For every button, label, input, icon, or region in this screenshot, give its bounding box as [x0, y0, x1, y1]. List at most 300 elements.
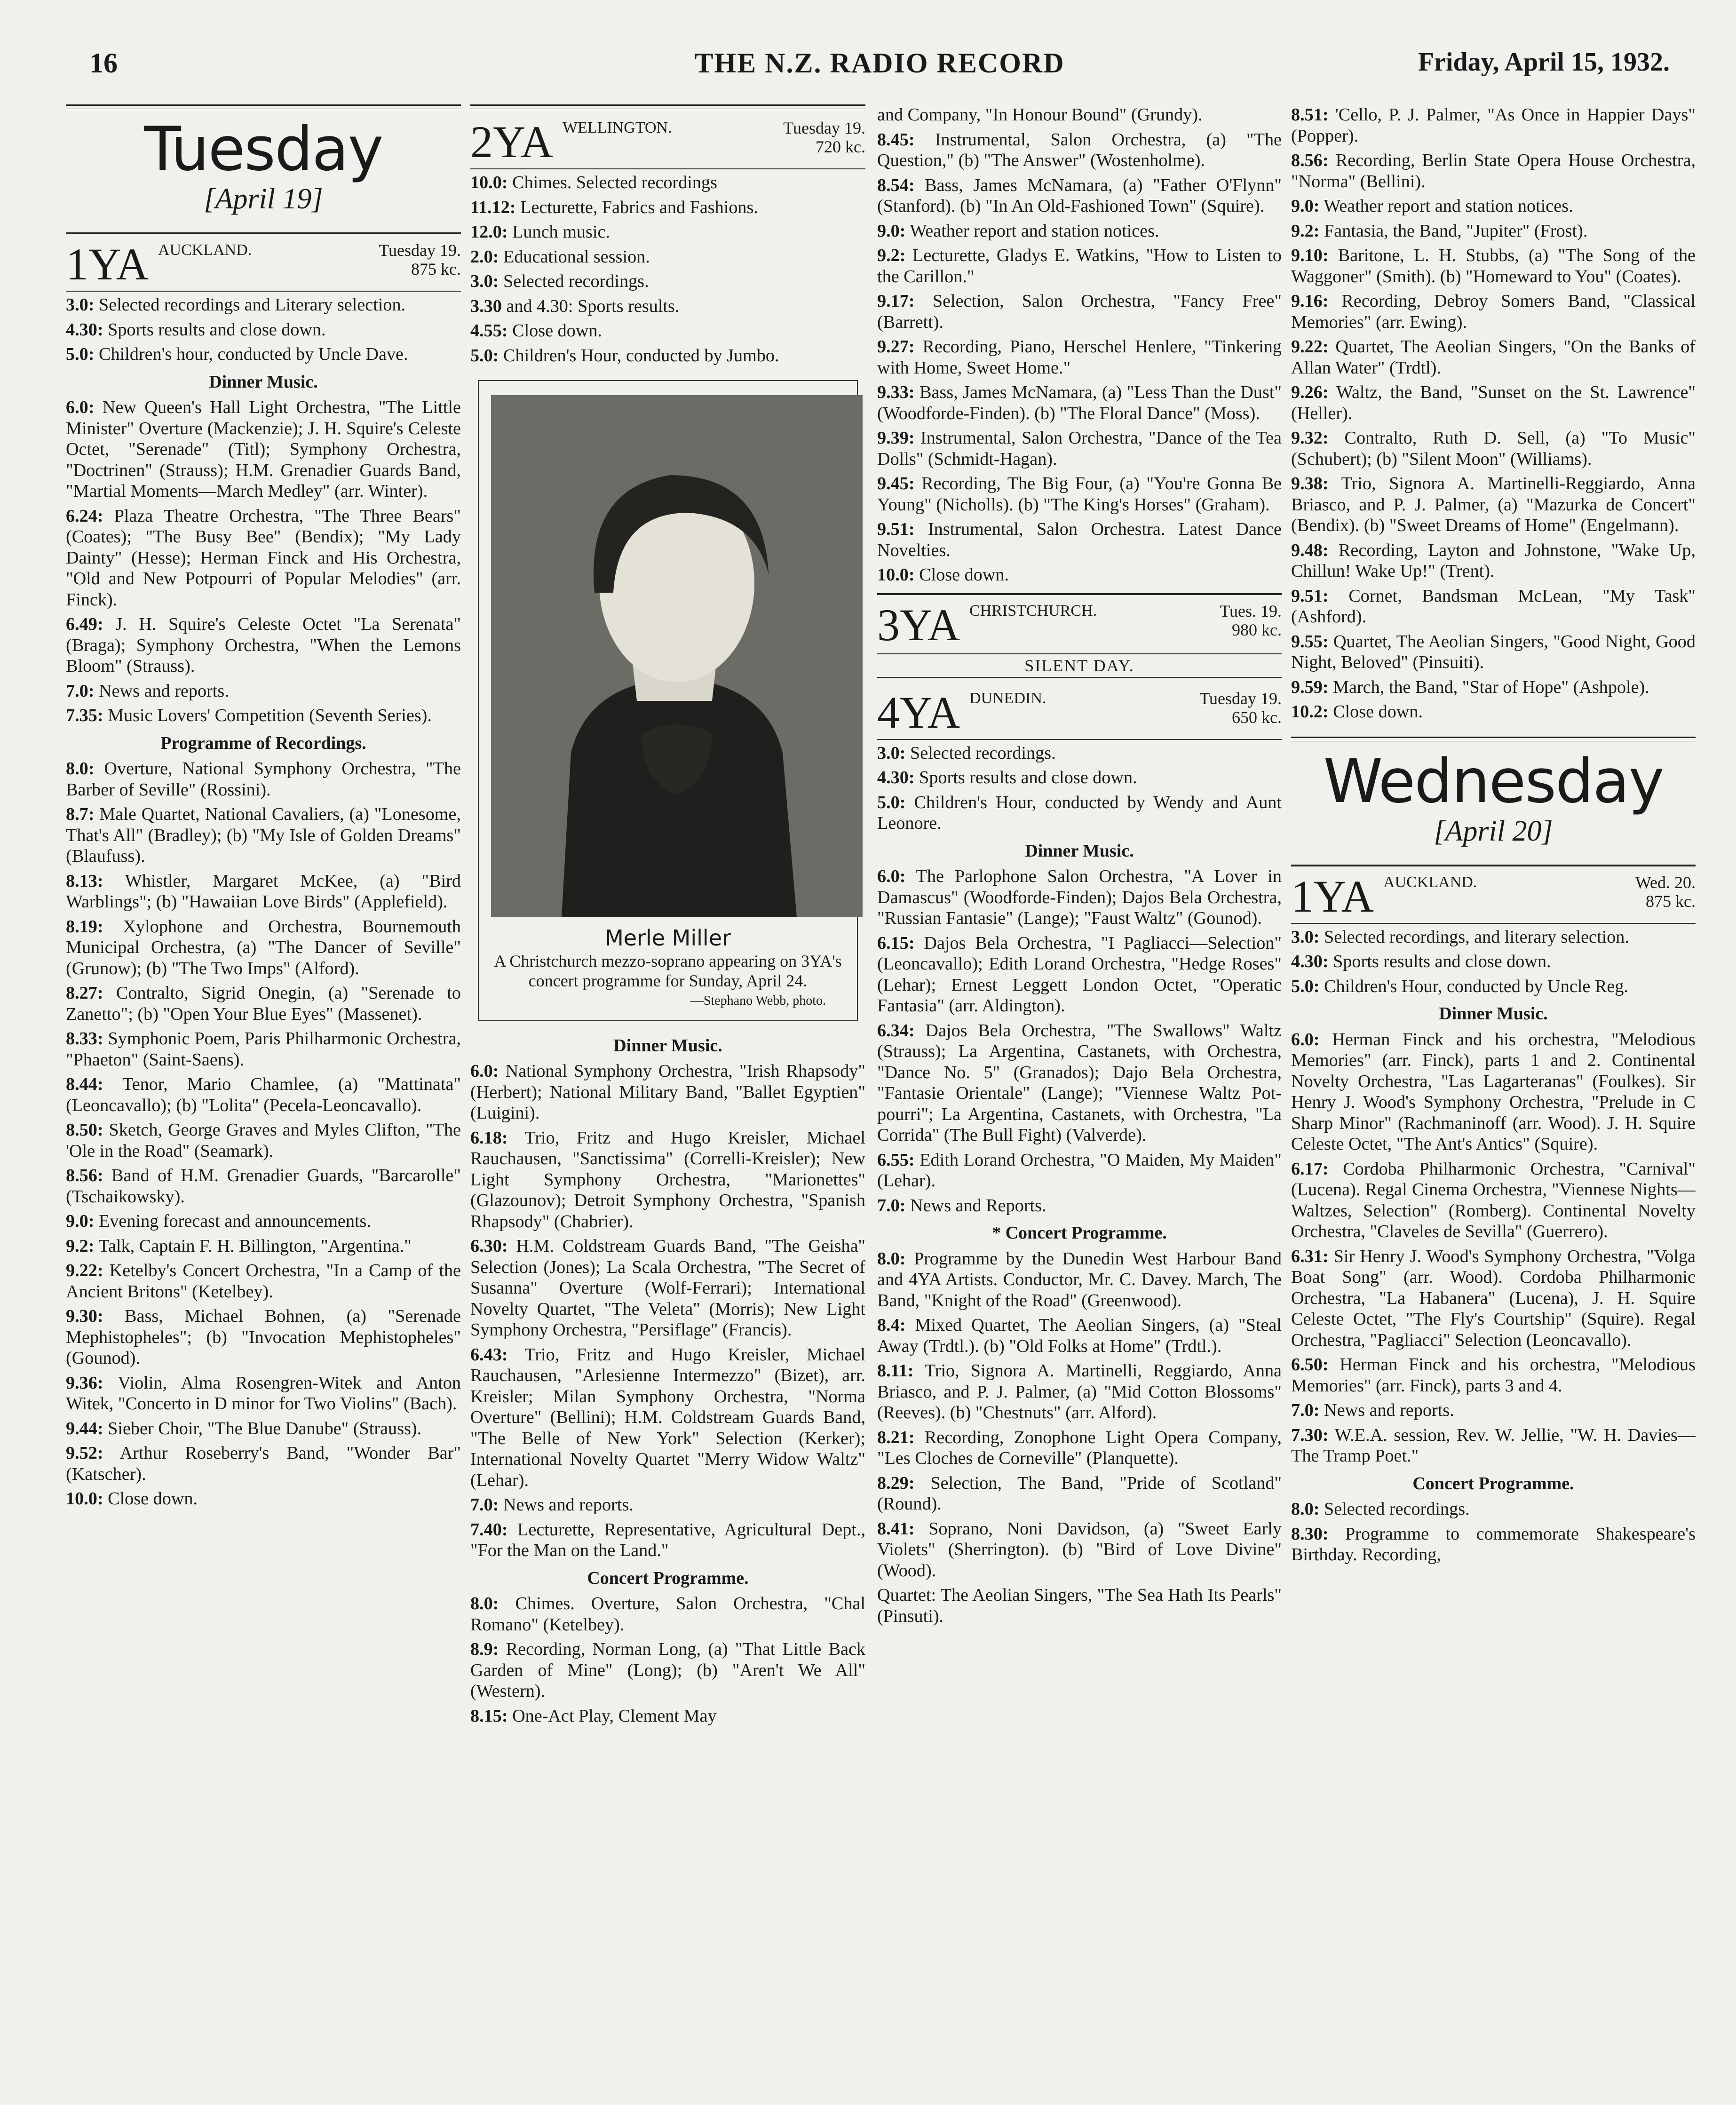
entry-time: 9.0:	[1291, 196, 1320, 216]
entry-text: Herman Finck and his orchestra, "Melodious Memories" (arr. Finck), parts 3 and 4.	[1291, 1355, 1696, 1396]
programme-entry	[470, 271, 865, 292]
programme-list	[1291, 104, 1696, 723]
entry-time: 8.27:	[66, 983, 103, 1003]
entry-time: 8.56:	[1291, 151, 1329, 170]
station-call: 1YA	[1291, 871, 1374, 920]
divider	[1291, 923, 1696, 924]
entry-text: Quartet, The Aeolian Singers, "On the Banks of Allan Water" (Trdtl).	[1291, 337, 1696, 378]
programme-entry	[470, 1128, 865, 1232]
entry-time: 11.12:	[470, 197, 516, 217]
programme-entry	[66, 294, 461, 316]
programme-entry	[66, 1373, 461, 1414]
entry-text: Instrumental, Salon Orchestra, (a) "The Question," (b) "The Answer" (Wostenholme).	[877, 129, 1282, 170]
entry-time: 9.17:	[877, 291, 915, 311]
station-call: 3YA	[877, 599, 960, 649]
programme-entry	[1291, 1246, 1696, 1351]
station-call: 4YA	[877, 687, 960, 736]
programme-entry	[877, 428, 1282, 469]
entry-text: Dajos Bela Orchestra, "The Swallows" Waltz (Strauss); La Argentina, Castanets, with Orchestra, "Dance No. 5" (Granados); Dajo Bela Orchestra, "Fantasie Orientale" (Lange); "Viennese Waltz Pot-pourri"; La Argentina, Castanets, with Orchestra, "La Corrida" (The Bull Fight) (Valverde).	[877, 1020, 1282, 1145]
entry-time: 9.16:	[1291, 291, 1329, 311]
programme-entry	[1291, 150, 1696, 192]
entry-text: Tenor, Mario Chamlee, (a) "Mattinata" (Leoncavallo); (b) "Lolita" (Pecela-Leoncavallo).	[66, 1074, 461, 1115]
programme-entry	[66, 319, 461, 341]
programme-entry	[470, 1519, 865, 1561]
programme-list	[470, 172, 865, 366]
programme-entry	[470, 296, 865, 317]
programme-entry	[470, 1706, 865, 1727]
section-heading: Programme of Recordings.	[160, 733, 366, 753]
entry-text: Music Lovers' Competition (Seventh Series).	[108, 706, 432, 725]
entry-text: Chimes. Selected recordings	[512, 173, 717, 192]
programme-entry	[470, 222, 865, 243]
entry-time: 8.15:	[470, 1706, 508, 1726]
programme-entry	[1291, 291, 1696, 333]
entry-text: Bass, Michael Bohnen, (a) "Serenade Mephistopheles"; (b) "Invocation Mephistopheles" (Gounod).	[66, 1306, 461, 1368]
programme-entry	[1291, 540, 1696, 582]
entry-time: 8.11:	[877, 1361, 914, 1381]
entry-time: 8.30:	[1291, 1524, 1329, 1544]
entry-text: New Queen's Hall Light Orchestra, "The Little Minister" Overture (Mackenzie); J. H. Squire's Celeste Octet, "Serenade" (Titl); Symphony Orchestra, "Doctrinen" (Strauss); H.M. Grenadier Guards Band, "Martial Moments—March Medley" (arr. Winter).	[66, 397, 461, 501]
entry-time: 10.2:	[1291, 702, 1329, 722]
entry-text: Close down.	[512, 321, 602, 341]
entry-text: Chimes. Overture, Salon Orchestra, "Chal Romano" (Ketelbey).	[470, 1594, 865, 1635]
station-city: AUCKLAND.	[158, 241, 252, 259]
entry-time: 9.52:	[66, 1443, 103, 1463]
day-heading-wednesday	[1291, 744, 1696, 857]
day-name: Wednesday	[1323, 746, 1664, 817]
entry-text: News and reports.	[99, 681, 229, 701]
entry-text: Xylophone and Orchestra, Bournemouth Municipal Orchestra, (a) "The Dancer of Seville" (Grunow); (b) "The Two Imps" (Alford).	[66, 916, 461, 978]
entry-text: Quartet: The Aeolian Singers, "The Sea Hath Its Pearls" (Pinsuti).	[877, 1585, 1282, 1626]
entry-text: Programme to commemorate Shakespeare's Birthday. Recording,	[1291, 1524, 1696, 1565]
programme-entry	[877, 473, 1282, 515]
entry-text: Plaza Theatre Orchestra, "The Three Bears" (Coates); "The Busy Bee" (Bendix); "My Lady Dainty" (Hesse); Herman Finck and His Orchestra, "Old and New Potpourri of Popular Melodies" (arr. Finck).	[66, 506, 461, 610]
programme-entry	[66, 681, 461, 702]
entry-time: 7.0:	[470, 1495, 499, 1515]
entry-text: Baritone, L. H. Stubbs, (a) "The Song of the Waggoner" (Smith). (b) "Homeward to You" (Coates).	[1291, 246, 1696, 286]
entry-text: Fantasia, the Band, "Jupiter" (Frost).	[1324, 221, 1588, 241]
entry-text: Sketch, George Graves and Myles Clifton, "The 'Ole in the Road" (Seamark).	[66, 1120, 461, 1161]
programme-entry	[1291, 1499, 1696, 1520]
entry-time: 9.45:	[877, 474, 915, 493]
programme-entry	[877, 245, 1282, 287]
entry-time: 9.55:	[1291, 631, 1329, 651]
station-day: Wed. 20.	[1635, 873, 1696, 892]
entry-text: The Parlophone Salon Orchestra, "A Lover in Damascus" (Woodforde-Finden); Dajos Bela Orchestra, "Russian Fantasie" (Lange); "Faust Waltz" (Gounod).	[877, 866, 1282, 928]
entry-text: News and reports.	[1324, 1400, 1454, 1420]
station-city: WELLINGTON.	[563, 119, 672, 136]
entry-time: 8.50:	[66, 1120, 103, 1140]
entry-text: Selected recordings.	[910, 743, 1056, 763]
programme-entry	[66, 1260, 461, 1302]
entry-text: Trio, Fritz and Hugo Kreisler, Michael Rauchausen, "Arlesienne Intermezzo" (Bizet), arr. Kreisler; Milan Symphony Orchestra, "Norma Overture" (Bellini); H.M. Coldstream Guards Band, "The Belle of New York" Selection (Kerker); International Novelty Quartet "Merry Widow Waltz" (Lehar).	[470, 1344, 865, 1490]
programme-entry	[470, 320, 865, 342]
programme-entry	[1291, 473, 1696, 536]
programme-entry	[877, 1360, 1282, 1423]
entry-time: 8.21:	[877, 1427, 915, 1447]
programme-entry	[877, 1150, 1282, 1192]
section-heading: Concert Programme.	[1412, 1473, 1574, 1493]
column-3	[877, 104, 1282, 2049]
day-heading-tuesday	[66, 112, 461, 225]
programme-entry	[66, 1165, 461, 1207]
entry-text: Programme by the Dunedin West Harbour Band and 4YA Artists. Conductor, Mr. C. Davey. March, The Band, "Knight of the Road" (Greenwood).	[877, 1248, 1282, 1311]
entry-text: Trio, Fritz and Hugo Kreisler, Michael Rauchausen, "Sanctissima" (Correlli-Kreisler); New Light Symphony Orchestra, "Marionettes" (Glazounov); Detroit Symphony Orchestra, "Spanish Rhapsody" (Chabrier).	[470, 1128, 865, 1231]
programme-entry	[877, 1473, 1282, 1515]
entry-time: 9.2:	[877, 246, 906, 265]
entry-time: 5.0:	[470, 345, 499, 365]
entry-text: Contralto, Sigrid Onegin, (a) "Serenade to Zanetto"; (b) "Open Your Blue Eyes" (Massenet).	[66, 983, 461, 1024]
entry-time: 8.33:	[66, 1029, 103, 1049]
programme-entry	[877, 743, 1282, 764]
programme-entry	[877, 336, 1282, 378]
entry-time: 7.30:	[1291, 1425, 1329, 1445]
programme-entry	[66, 1418, 461, 1439]
portrait-photo-box	[478, 380, 858, 1021]
station-day: Tuesday 19.	[379, 241, 461, 260]
station-day: Tuesday 19.	[1199, 689, 1282, 708]
column-2	[470, 104, 865, 2049]
station-frequency: 720 kc.	[816, 137, 865, 156]
entry-time: 9.39:	[877, 428, 915, 448]
entry-text: Soprano, Noni Davidson, (a) "Sweet Early Violets" (Sherrington). (b) "Bird of Love Divine" (Wood).	[877, 1518, 1282, 1581]
programme-entry	[877, 1248, 1282, 1311]
entry-time: 9.30:	[66, 1306, 103, 1326]
entry-text: H.M. Coldstream Guards Band, "The Geisha" Selection (Jones); La Scala Orchestra, "The Secret of Susanna" Overture (Wolf-Ferrari); International Novelty Quartet, "The Veleta" (Morris); New Light Symphony Orchestra, "Persiflage" (Francis).	[470, 1236, 865, 1340]
programme-entry	[1291, 1425, 1696, 1467]
entry-time: 8.0:	[470, 1594, 499, 1613]
entry-text: Educational session.	[503, 246, 650, 267]
entry-time: 9.59:	[1291, 677, 1329, 697]
programme-entry	[1291, 976, 1696, 997]
programme-list	[66, 397, 461, 726]
programme-entry	[877, 792, 1282, 834]
photo-caption: A Christchurch mezzo-soprano appearing on 3YA's concert programme for Sunday, April 24.	[494, 952, 842, 990]
entry-text: Herman Finck and his orchestra, "Melodious Memories" (arr. Finck), parts 1 and 2. Continental Novelty Orchestra, "Las Lagarteranas" (Foulkes). Sir Henry J. Wood's Symphony Orchestra, "Prelude in C Sharp Minor" (Rachmaninoff (arr. Wood). J. H. Squire Celeste Octet, "The Ant's Antics" (Squire).	[1291, 1029, 1696, 1154]
programme-entry	[1291, 245, 1696, 287]
entry-time: 6.0:	[66, 397, 95, 417]
entry-text: Ketelby's Concert Orchestra, "In a Camp of the Ancient Britons" (Ketelbey).	[66, 1261, 461, 1302]
programme-entry	[66, 614, 461, 677]
programme-entry	[66, 506, 461, 611]
programme-entry	[877, 1585, 1282, 1627]
programme-entry	[66, 1236, 461, 1257]
programme-entry	[1291, 701, 1696, 723]
entry-text: Children's Hour, conducted by Jumbo.	[503, 345, 779, 365]
station-header-4ya-tue	[877, 683, 1282, 736]
entry-text: Overture, National Symphony Orchestra, "The Barber of Seville" (Rossini).	[66, 759, 461, 800]
entry-text: Close down.	[919, 565, 1009, 585]
station-city: CHRISTCHURCH.	[969, 602, 1097, 620]
entry-time: 8.41:	[877, 1518, 915, 1539]
day-date: [April 20]	[1434, 815, 1553, 847]
entry-time: 9.2:	[66, 1236, 95, 1256]
entry-text: and Company, "In Honour Bound" (Grundy).	[877, 105, 1203, 125]
programme-entry	[1291, 1354, 1696, 1396]
entry-time: 6.55:	[877, 1150, 915, 1170]
entry-time: 7.35:	[66, 706, 103, 725]
entry-text: Whistler, Margaret McKee, (a) "Bird Warblings"; (b) "Hawaiian Love Birds" (Applefield).	[66, 871, 461, 912]
programme-list	[877, 866, 1282, 1216]
programme-list	[1291, 1499, 1696, 1565]
programme-entry	[877, 767, 1282, 788]
entry-time: 8.7:	[66, 804, 95, 824]
programme-entry	[877, 175, 1282, 217]
entry-text: One-Act Play, Clement May	[512, 1706, 717, 1726]
entry-text: Weather report and station notices.	[910, 221, 1159, 241]
section-heading: Dinner Music.	[209, 372, 318, 392]
entry-text: Band of H.M. Grenadier Guards, "Barcarolle" (Tschaikowsky).	[66, 1166, 461, 1207]
programme-entry	[66, 1443, 461, 1485]
entry-text: Violin, Alma Rosengren-Witek and Anton Witek, "Concerto in D minor for Two Violins" (Bach).	[66, 1373, 461, 1414]
programme-list	[1291, 1029, 1696, 1467]
entry-time: 6.18:	[470, 1128, 508, 1148]
entry-text: Recording, Layton and Johnstone, "Wake Up, Chillun! Wake Up!" (Trent).	[1291, 540, 1696, 581]
programme-list	[877, 1248, 1282, 1627]
day-name: Tuesday	[144, 114, 383, 184]
entry-time: 9.36:	[66, 1373, 103, 1393]
entry-time: 8.4:	[877, 1315, 906, 1335]
programme-entry	[1291, 221, 1696, 242]
entry-time: 3.0:	[66, 295, 95, 315]
programme-entry	[470, 197, 865, 218]
entry-text: Selected recordings and Literary selection.	[99, 295, 406, 315]
entry-text: Instrumental, Salon Orchestra. Latest Dance Novelties.	[877, 519, 1282, 560]
entry-text: Selection, Salon Orchestra, "Fancy Free" (Barrett).	[877, 291, 1282, 332]
entry-time: 6.34:	[877, 1020, 915, 1041]
entry-time: 6.30:	[470, 1236, 508, 1256]
entry-text: Bass, James McNamara, (a) "Less Than the Dust" (Woodforde-Finden). (b) "The Floral Dance" (Moss).	[877, 382, 1282, 423]
programme-entry	[470, 1344, 865, 1491]
programme-entry	[1291, 104, 1696, 146]
programme-entry	[66, 1120, 461, 1161]
programme-entry	[470, 1593, 865, 1635]
entry-text: Talk, Captain F. H. Billington, "Argentina."	[98, 1236, 412, 1256]
entry-time: 5.0:	[66, 344, 95, 364]
entry-text: Trio, Signora A. Martinelli-Reggiardo, Anna Briasco, and P. J. Palmer, (a) "Mazurka de Concert" (Bendix). (b) "Sweet Dreams of Home" (Engelmann).	[1291, 474, 1696, 535]
entry-text: J. H. Squire's Celeste Octet "La Serenata" (Braga); Symphony Orchestra, "When the Lemons Bloom" (Strauss).	[66, 614, 461, 676]
programme-entry	[470, 1236, 865, 1341]
programme-entry	[1291, 951, 1696, 972]
entry-text: Symphonic Poem, Paris Philharmonic Orchestra, "Phaeton" (Saint-Saens).	[66, 1029, 461, 1070]
programme-entry	[66, 344, 461, 365]
programme-entry	[1291, 1400, 1696, 1421]
entry-time: 9.27:	[877, 337, 915, 357]
programme-list	[1291, 927, 1696, 997]
station-header-1ya-wed	[1291, 865, 1696, 920]
programme-entry	[66, 1211, 461, 1232]
entry-time: 6.49:	[66, 614, 103, 634]
day-rule	[1291, 737, 1696, 741]
entry-text: Selected recordings.	[503, 271, 649, 291]
issue-date: Friday, April 15, 1932.	[1418, 48, 1670, 77]
entry-text: Male Quartet, National Cavaliers, (a) "Lonesome, That's All" (Bradley); (b) "My Isle of Golden Dreams" (Blaufuss).	[66, 804, 461, 866]
photo-caption-name: Merle Miller	[605, 925, 731, 951]
entry-text: Selection, The Band, "Pride of Scotland" (Round).	[877, 1473, 1282, 1514]
programme-entry	[877, 933, 1282, 1017]
station-header-3ya-tue	[877, 593, 1282, 649]
entry-text: Arthur Roseberry's Band, "Wonder Bar" (Katscher).	[66, 1443, 461, 1484]
entry-time: 6.43:	[470, 1344, 508, 1365]
entry-text: Recording, Debroy Somers Band, "Classical Memories" (arr. Ewing).	[1291, 291, 1696, 332]
entry-time: 9.51:	[1291, 586, 1329, 606]
entry-time: 4.30:	[877, 768, 915, 787]
entry-time: 3.0:	[470, 271, 499, 291]
column-4	[1291, 104, 1696, 2049]
programme-entry	[66, 871, 461, 913]
entry-time: 5.0:	[1291, 976, 1320, 996]
programme-entry	[1291, 1029, 1696, 1155]
entry-text: Weather report and station notices.	[1324, 196, 1573, 216]
programme-entry	[66, 804, 461, 867]
entry-time: 8.0:	[66, 759, 95, 778]
entry-text: Recording, Norman Long, (a) "That Little Back Garden of Mine" (Long); (b) "Aren't We All" (Western).	[470, 1639, 865, 1701]
entry-time: 9.33:	[877, 382, 915, 402]
programme-entry	[1291, 1524, 1696, 1565]
entry-text: Recording, The Big Four, (a) "You're Gonna Be Young" (Nicholls). (b) "The King's Horses" (Graham).	[877, 474, 1282, 515]
entry-time: 10.0:	[66, 1489, 103, 1509]
entry-time: 9.32:	[1291, 428, 1329, 448]
entry-time: 3.0:	[1291, 927, 1320, 947]
station-call: 2YA	[470, 117, 554, 166]
photo-credit: —Stephano Webb, photo.	[690, 993, 826, 1008]
entry-text: Waltz, the Band, "Sunset on the St. Lawrence" (Heller).	[1291, 382, 1696, 423]
entry-text: Edith Lorand Orchestra, "O Maiden, My Maiden" (Lehar).	[877, 1150, 1282, 1191]
entry-time: 8.51:	[1291, 105, 1329, 125]
section-heading: Dinner Music.	[1439, 1004, 1548, 1024]
entry-time: 4.30:	[66, 319, 103, 340]
entry-time: 10.0:	[470, 173, 508, 192]
programme-entry	[877, 564, 1282, 586]
station-city: AUCKLAND.	[1383, 873, 1477, 891]
entry-time: 7.0:	[877, 1195, 906, 1215]
divider	[470, 168, 865, 169]
entry-time: 4.30:	[1291, 952, 1329, 971]
entry-time: 6.50:	[1291, 1355, 1329, 1374]
entry-text: March, the Band, "Star of Hope" (Ashpole).	[1333, 677, 1649, 697]
entry-time: 6.24:	[66, 506, 103, 526]
page-number: 16	[89, 48, 118, 79]
programme-entry	[66, 1306, 461, 1369]
programme-list	[877, 104, 1282, 586]
entry-text: Sieber Choir, "The Blue Danube" (Strauss).	[108, 1418, 422, 1438]
entry-time: 6.0:	[1291, 1029, 1320, 1049]
dress-shape	[562, 682, 797, 917]
station-frequency: 875 kc.	[411, 260, 461, 278]
entry-text: Lunch music.	[512, 222, 610, 242]
programme-entry	[470, 246, 865, 268]
entry-text: Contralto, Ruth D. Sell, (a) "To Music" (Schubert); (b) "Silent Moon" (Williams).	[1291, 428, 1696, 469]
entry-text: Recording, Zonophone Light Opera Company, "Les Cloches de Corneville" (Planquette).	[877, 1427, 1282, 1468]
programme-entry	[1291, 677, 1696, 698]
section-heading: * Concert Programme.	[992, 1223, 1167, 1243]
entry-text: 'Cello, P. J. Palmer, "As Once in Happier Days" (Popper).	[1291, 105, 1696, 146]
entry-text: Cornet, Bandsman McLean, "My Task" (Ashford).	[1291, 586, 1696, 627]
entry-time: 3.0:	[877, 743, 906, 763]
programme-entry	[877, 1427, 1282, 1469]
entry-time: 6.31:	[1291, 1246, 1329, 1266]
programme-entry	[877, 866, 1282, 929]
entry-text: Sir Henry J. Wood's Symphony Orchestra, "Volga Boat Song" (arr. Wood). Cordoba Philharmonic Orchestra, "La Habanera" (Lucena), J. H. Squire Celeste Octet, "The Fly's Courtship" (Squire). Regal Orchestra, "Pagliacci" Selection (Leoncavallo).	[1291, 1246, 1696, 1350]
programme-entry	[1291, 382, 1696, 424]
entry-text: and 4.30: Sports results.	[506, 296, 680, 316]
entry-text: Children's Hour, conducted by Uncle Reg.	[1324, 976, 1628, 996]
entry-text: Sports results and close down.	[108, 319, 326, 340]
programme-entry	[877, 1020, 1282, 1146]
entry-text: Selected recordings.	[1324, 1499, 1470, 1519]
entry-text: Dajos Bela Orchestra, "I Pagliacci—Selection" (Leoncavallo); Edith Lorand Orchestra, "Hedge Roses" (Lehar); Ernest Leggett London Octet, "Operatic Fantasia" (arr. Aldington).	[877, 933, 1282, 1016]
day-rule	[470, 104, 865, 109]
entry-time: 8.45:	[877, 129, 915, 150]
station-frequency: 650 kc.	[1232, 707, 1282, 727]
entry-time: 6.15:	[877, 933, 915, 953]
column-1	[66, 104, 461, 2049]
entry-time: 8.0:	[1291, 1499, 1320, 1519]
entry-time: 8.19:	[66, 916, 103, 937]
programme-entry	[877, 221, 1282, 242]
entry-time: 9.48:	[1291, 540, 1329, 560]
entry-time: 10.0:	[877, 565, 915, 585]
entry-time: 9.0:	[66, 1211, 95, 1231]
station-city: DUNEDIN.	[969, 689, 1046, 707]
entry-text: Mixed Quartet, The Aeolian Singers, (a) "Steal Away (Trdtl.). (b) "Old Folks at Home" (Trdtl.).	[877, 1315, 1282, 1356]
entry-text: Quartet, The Aeolian Singers, "Good Night, Good Night, Beloved" (Pinsuiti).	[1291, 631, 1696, 672]
entry-time: 7.0:	[1291, 1400, 1320, 1420]
entry-text: Selected recordings, and literary selection.	[1324, 927, 1629, 947]
programme-entry	[470, 345, 865, 366]
entry-time: 8.9:	[470, 1639, 499, 1659]
silent-day-banner: SILENT DAY.	[877, 653, 1282, 678]
entry-time: 9.0:	[877, 221, 906, 241]
programme-entry	[66, 758, 461, 800]
station-day: Tuesday 19.	[783, 119, 865, 137]
section-heading: Concert Programme.	[587, 1568, 749, 1588]
masthead	[89, 47, 1670, 89]
station-frequency: 980 kc.	[1232, 620, 1282, 639]
portrait-photo	[491, 395, 863, 917]
day-date: [April 19]	[204, 183, 323, 215]
entry-text: News and reports.	[503, 1495, 634, 1515]
entry-time: 9.10:	[1291, 246, 1329, 265]
entry-time: 9.38:	[1291, 474, 1329, 493]
programme-entry	[66, 705, 461, 726]
entry-time: 8.29:	[877, 1473, 915, 1493]
masthead-title: THE N.Z. RADIO RECORD	[694, 48, 1065, 79]
programme-entry	[877, 104, 1282, 126]
programme-entry	[66, 1488, 461, 1509]
entry-text: Recording, Berlin State Opera House Orchestra, "Norma" (Bellini).	[1291, 151, 1696, 191]
programme-entry	[470, 1639, 865, 1702]
entry-text: News and Reports.	[910, 1195, 1046, 1215]
entry-text: Instrumental, Salon Orchestra, "Dance of the Tea Dolls" (Schmidt-Hagan).	[877, 428, 1282, 469]
entry-text: Bass, James McNamara, (a) "Father O'Flynn" (Stanford). (b) "In An Old-Fashioned Town" (Squire).	[877, 175, 1282, 216]
station-frequency: 875 kc.	[1646, 891, 1696, 911]
entry-text: Children's hour, conducted by Uncle Dave.	[99, 344, 408, 364]
programme-entry	[470, 172, 865, 193]
entry-text: Sports results and close down.	[1333, 952, 1551, 971]
entry-time: 9.26:	[1291, 382, 1329, 402]
entry-time: 9.44:	[66, 1418, 103, 1438]
entry-text: Lecturette, Fabrics and Fashions.	[520, 197, 758, 217]
entry-text: Lecturette, Gladys E. Watkins, "How to Listen to the Carillon."	[877, 246, 1282, 286]
entry-time: 8.13:	[66, 871, 103, 891]
programme-entry	[877, 291, 1282, 333]
entry-time: 9.22:	[1291, 337, 1329, 357]
programme-entry	[470, 1061, 865, 1124]
programme-list	[66, 758, 461, 1509]
programme-list	[877, 743, 1282, 834]
entry-time: 2.0:	[470, 246, 499, 267]
